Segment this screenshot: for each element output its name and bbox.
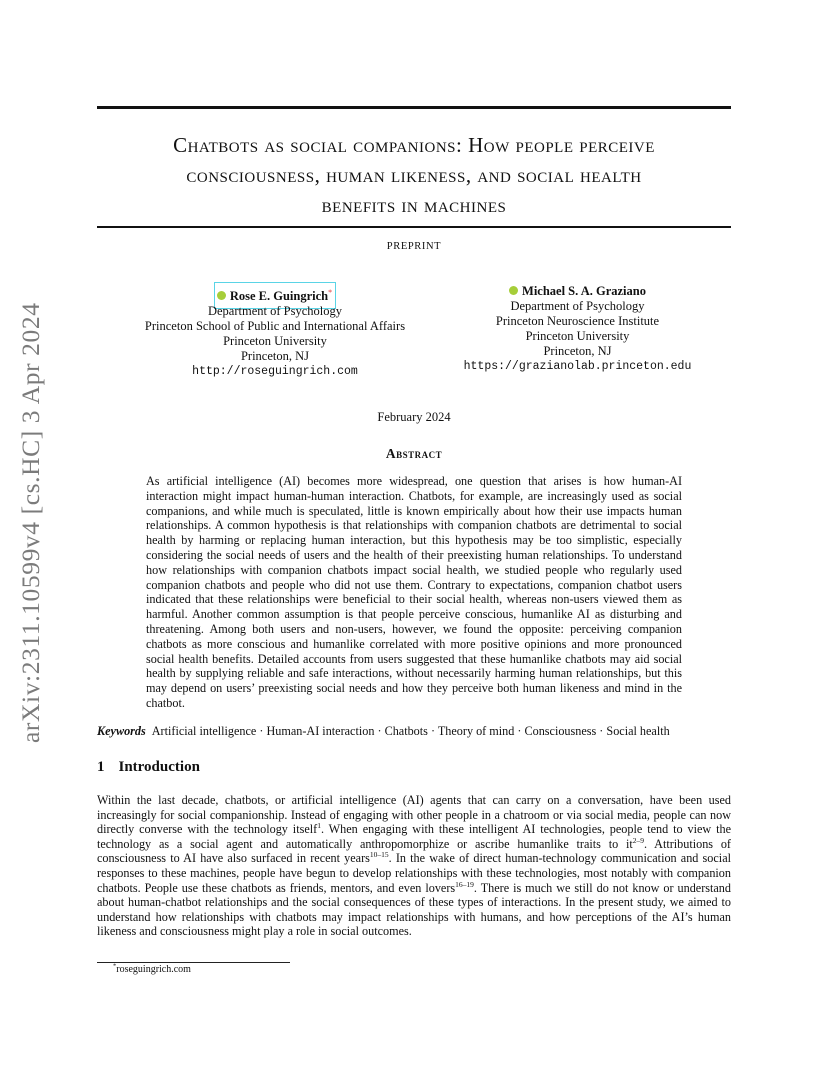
author-1-department: Department of Psychology — [207, 304, 342, 318]
author-2-school: Princeton Neuroscience Institute — [495, 314, 660, 328]
author-2-department: Department of Psychology — [510, 299, 645, 313]
citation-2-9[interactable]: 2–9 — [632, 835, 644, 845]
title-line-1: Chatbots as social companions: How people perceive — [173, 133, 655, 157]
title-bottom-rule — [97, 226, 731, 228]
intro-text-5: . There is much we still do not know or understand about human-chatbot relationships and the social consequences of these types of interactions. In the present study, we aimed to understand how relationships with chatbots may impact relationships with humans, and how perceptions of the AI’s human likeness and consciousness might play a role in social outcomes. — [97, 880, 731, 939]
citation-16-19[interactable]: 16–19 — [455, 879, 474, 889]
section-heading-introduction — [97, 759, 200, 776]
paper-title — [97, 130, 731, 220]
section-title: Introduction — [118, 759, 200, 775]
footnote — [113, 964, 191, 975]
author-1-name: Rose E. Guingrich — [229, 289, 329, 303]
citation-1[interactable]: 1 — [317, 821, 321, 831]
section-number: 1 — [97, 759, 105, 775]
intro-text-1: Within the last decade, chatbots, or artificial intelligence (AI) agents that can carry on a conversation, have been used increasingly for social companionship. Instead of engaging with other people in a chatroom or via social media, people can now directly converse with the technology itself — [97, 793, 731, 837]
author-2-location: Princeton, NJ — [543, 344, 612, 358]
author-1-university: Princeton University — [223, 334, 327, 348]
footnote-text: roseguingrich.com — [116, 964, 191, 975]
author-block-2 — [440, 282, 715, 374]
intro-text-4: . In the wake of direct human-technology communication and social responses to these machines, people have begun to develop relationships with these technologies, most notably with companion chatbots. People use these chatbots as friends, mentors, and even lovers — [97, 851, 731, 895]
author-2-university: Princeton University — [525, 329, 630, 343]
author-1-location: Princeton, NJ — [240, 349, 310, 363]
intro-text-2: . When engaging with these intelligent AI technologies, people tend to view the technology as a social agent and automatically anthropomorphize or ascribe humanlike traits to it — [97, 822, 731, 851]
introduction-paragraph — [97, 793, 731, 939]
keywords-list: Artificial intelligence · Human-AI interaction · Chatbots · Theory of mind · Consciousness · Social health — [151, 724, 670, 738]
intro-text-3: . Attributions of consciousness to AI have also surfaced in recent years — [97, 836, 731, 866]
footnote-mark: * — [113, 962, 117, 970]
keywords-line — [97, 724, 737, 739]
footnote-rule — [97, 962, 290, 963]
title-top-rule — [97, 106, 731, 109]
abstract-body: As artificial intelligence (AI) becomes more widespread, one question that arises is how human-AI interaction might impact human-human interaction. Chatbots, for example, are increasingly used as social companions, and while much is speculated, little is known empirically about how their use impacts human relationships. A common hypothesis is that relationships with companion chatbots are detrimental to social health by harming or replacing human interaction, but this hypothesis may be too simplistic, especially considering the social needs of users and the health of their preexisting human relationships. To understand how relationships with companion chatbots impact social health, we studied people who regularly used companion chatbots and people who did not use them. Contrary to expectations, companion chatbot users indicated that these relationships were beneficial to their social health, whereas non-users viewed them as harmful. Another common assumption is that people perceive conscious, humanlike AI as disturbing and threatening. Among both users and non-users, however, we found the opposite: perceiving companion chatbots as more conscious and humanlike correlated with more positive opinions and more pronounced social health benefits. Detailed accounts from users suggested that these humanlike chatbots may aid social health by supplying reliable and safe interactions, without necessarily harming human relationships, but this may depend on users’ preexisting social needs and how they perceive both human likeness and mind in the chatbot. — [146, 474, 682, 710]
author-1-url[interactable]: http://roseguingrich.com — [192, 365, 358, 378]
orcid-icon[interactable] — [217, 291, 226, 300]
author-1-footnote-mark[interactable]: * — [328, 288, 333, 297]
author-2-name: Michael S. A. Graziano — [522, 284, 646, 298]
title-line-2: consciousness, human likeness, and social health — [186, 163, 642, 187]
author-2-url[interactable]: https://grazianolab.princeton.edu — [463, 360, 692, 373]
citation-10-15[interactable]: 10–15 — [369, 850, 389, 860]
publication-date: February 2024 — [377, 410, 451, 424]
abstract-heading: Abstract — [385, 446, 443, 461]
author-block-1 — [120, 282, 430, 379]
arxiv-identifier-stamp: arXiv:2311.10599v4 [cs.HC] 3 Apr 2024 — [16, 302, 45, 743]
preprint-label: PREPRINT — [386, 241, 442, 252]
keywords-label: Keywords — [97, 724, 146, 738]
author-1-school: Princeton School of Public and International Affairs — [144, 319, 406, 333]
title-line-3: benefits in machines — [321, 193, 507, 217]
orcid-icon[interactable] — [509, 286, 518, 295]
